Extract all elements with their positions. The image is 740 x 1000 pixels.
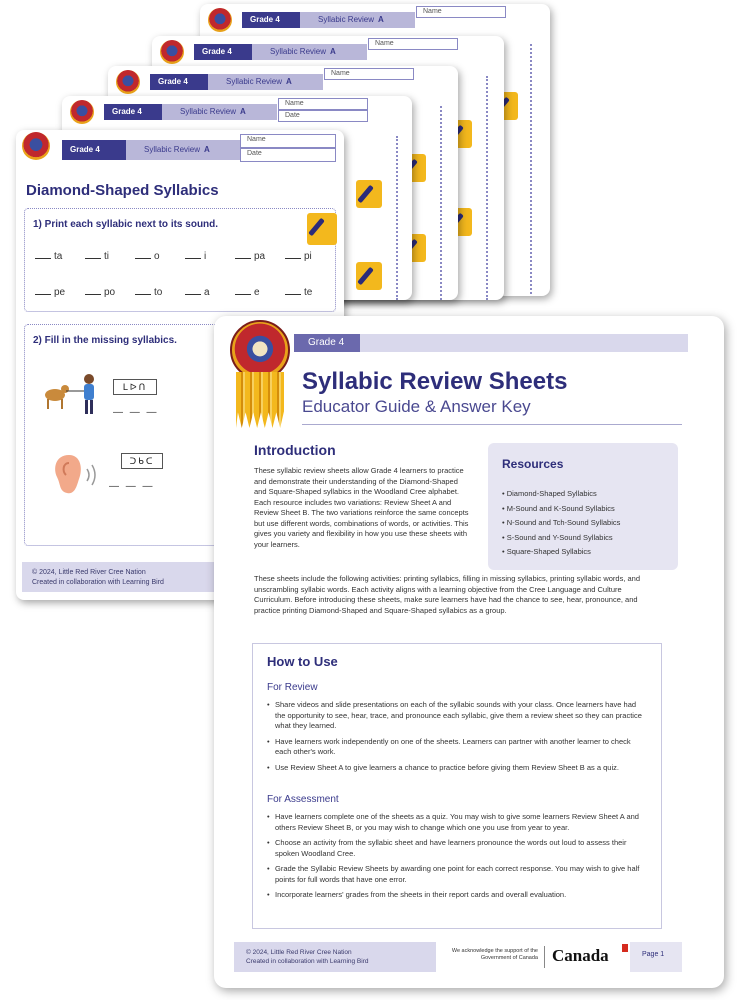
nation-logo-icon: [208, 8, 232, 32]
grade-bar: [294, 334, 688, 352]
dotted-border: [486, 76, 488, 300]
blank-item: ta: [35, 251, 62, 262]
page-footer: [234, 942, 682, 972]
pencil-icon: [356, 180, 382, 208]
name-field: Name: [240, 134, 336, 148]
name-field: Name: [416, 6, 506, 18]
question-2-text: 2) Fill in the missing syllabics.: [33, 335, 177, 346]
blank-item: a: [185, 287, 210, 298]
page-subtitle: Educator Guide & Answer Key: [302, 397, 531, 416]
grade-label: Grade 4: [242, 12, 300, 28]
resource-item[interactable]: • S-Sound and Y-Sound Syllabics: [502, 531, 620, 546]
dotted-border: [530, 44, 532, 294]
review-label: Syllabic Review A: [126, 140, 240, 160]
blank-item: pe: [35, 287, 65, 298]
name-field: Name: [324, 68, 414, 80]
introduction-paragraph-2: These sheets include the following activities: printing syllabics, filling in missing syllabics, printing syllabic words, and unscrambling syllabic words. Each activity aligns with a learning objective from the Cree Language and Culture Curriculum. Before introducing these sheets, make sure learners have had the chance to see, hear, pronounce, and practice printing Diamond-Shaped and Square-Shaped syllabics as a group.: [254, 574, 641, 615]
footer-credits: [234, 942, 436, 972]
grade-label: Grade 4: [62, 140, 126, 160]
copyright-text: © 2024, Little Red River Cree Nation: [246, 949, 352, 956]
grade-label: Grade 4: [104, 104, 162, 120]
resource-item[interactable]: • M-Sound and K-Sound Syllabics: [502, 502, 620, 517]
collaboration-text: Created in collaboration with Learning Bird: [246, 958, 369, 965]
sheet-header: [152, 36, 504, 62]
resources-box: [488, 443, 678, 570]
collaboration-text: Created in collaboration with Learning Bird: [32, 579, 164, 586]
resource-item[interactable]: • N-Sound and Tch-Sound Syllabics: [502, 516, 620, 531]
nation-logo-icon: [22, 132, 50, 160]
sheet-header: [200, 4, 550, 30]
syllabic-word-box: ᑐᑲᑕ: [121, 453, 163, 469]
resource-item[interactable]: • Square-Shaped Syllabics: [502, 545, 620, 560]
blank-item: e: [235, 287, 260, 298]
grade-label: Grade 4: [194, 44, 252, 60]
how-to-use-heading: How to Use: [267, 654, 338, 669]
blank-item: pi: [285, 251, 312, 262]
sheet-header: [16, 130, 344, 164]
nation-seal-icon: [230, 320, 290, 380]
review-label: Syllabic Review A: [162, 104, 277, 120]
sheet-title: Diamond-Shaped Syllabics: [26, 182, 219, 199]
blank-item: o: [135, 251, 160, 262]
syllabic-word-box: ᒪᐅᑎ: [113, 379, 157, 395]
answer-blanks: — — —: [113, 407, 159, 418]
introduction-heading: Introduction: [254, 442, 336, 458]
nation-logo-icon: [160, 40, 184, 64]
ear-image: [49, 451, 99, 497]
resources-heading: Resources: [502, 457, 564, 471]
nation-logo: [226, 320, 296, 430]
canada-flag-icon: [622, 944, 628, 952]
educator-guide-page: [214, 316, 724, 988]
review-list: [267, 700, 647, 778]
assessment-item: • Have learners complete one of the sheets as a quiz. You may wish to give some learners Review Sheet A and others Review Sheet B, or you may wish to change which one you use from year to year.: [267, 812, 647, 833]
blank-item: to: [135, 287, 162, 298]
dotted-border: [440, 106, 442, 300]
review-item: • Share videos and slide presentations on each of the syllabic sounds with your class. Once learners have had the opportunity to see, hear, trace, and pronounce each syllabic, give them a review sheet so they can practice what they learned.: [267, 700, 647, 732]
sheet-header: [62, 96, 412, 122]
grade-label: Grade 4: [294, 334, 360, 352]
date-field: Date: [240, 148, 336, 162]
assessment-item: • Choose an activity from the syllabic sheet and have learners pronounce the words out loud to assess their spoken Woodland Cree.: [267, 838, 647, 859]
copyright-text: © 2024, Little Red River Cree Nation: [32, 569, 146, 576]
page-number: Page 1: [630, 942, 682, 972]
for-review-heading: For Review: [267, 682, 318, 693]
canada-wordmark: Canada: [552, 946, 609, 965]
how-to-use-box: [252, 643, 662, 929]
dog-walking-image: [39, 371, 109, 415]
resource-item[interactable]: • Diamond-Shaped Syllabics: [502, 487, 620, 502]
page-title: Syllabic Review Sheets: [302, 368, 568, 395]
name-field: Name: [278, 98, 368, 110]
answer-blanks: — — —: [109, 481, 155, 492]
sheet-header: [108, 66, 458, 92]
introduction-paragraph-1: These syllabic review sheets allow Grade 4 learners to practice and demonstrate their understanding of the Diamond-Shaped and Square-Shaped syllabics in the Woodland Cree alphabet. Each resource includes two variations: Review Sheet A and Review Sheet B. The two variations reinforce the same concepts but use different words, combinations of words, or activities. This gives you variety and flexibility in how you use these sheets with your learners.: [254, 466, 469, 549]
pencil-icon: [307, 213, 337, 245]
blank-item: te: [285, 287, 312, 298]
question-1-box: [24, 208, 336, 312]
assessment-list: [267, 812, 647, 906]
review-item: • Have learners work independently on one of the sheets. Learners can partner with another learner to check each other's work.: [267, 737, 647, 758]
blank-item: i: [185, 251, 206, 262]
nation-logo-icon: [70, 100, 94, 124]
title-divider: [302, 424, 682, 425]
review-label: Syllabic Review A: [208, 74, 323, 90]
blank-item: pa: [235, 251, 265, 262]
acknowledgement-text: We acknowledge the support of the Government of Canada: [451, 948, 538, 961]
footer-separator: [544, 946, 545, 968]
date-field: Date: [278, 110, 368, 122]
assessment-item: • Incorporate learners' grades from the sheets in their report cards and overall evaluation.: [267, 890, 647, 901]
grade-label: Grade 4: [150, 74, 208, 90]
for-assessment-heading: For Assessment: [267, 794, 339, 805]
assessment-item: • Grade the Syllabic Review Sheets by awarding one point for each correct response. You may wish to give half points for full words that have one error.: [267, 864, 647, 885]
review-label: Syllabic Review A: [252, 44, 367, 60]
blank-item: po: [85, 287, 115, 298]
name-field: Name: [368, 38, 458, 50]
feathers-icon: [236, 372, 284, 428]
blank-item: ti: [85, 251, 109, 262]
resources-list: [502, 487, 620, 560]
question-1-text: 1) Print each syllabic next to its sound.: [33, 219, 219, 230]
review-item: • Use Review Sheet A to give learners a chance to practice before giving them Review Sheet B as a quiz.: [267, 763, 647, 774]
nation-logo-icon: [116, 70, 140, 94]
review-label: Syllabic Review A: [300, 12, 415, 28]
pencil-icon: [356, 262, 382, 290]
dotted-border: [396, 136, 398, 300]
